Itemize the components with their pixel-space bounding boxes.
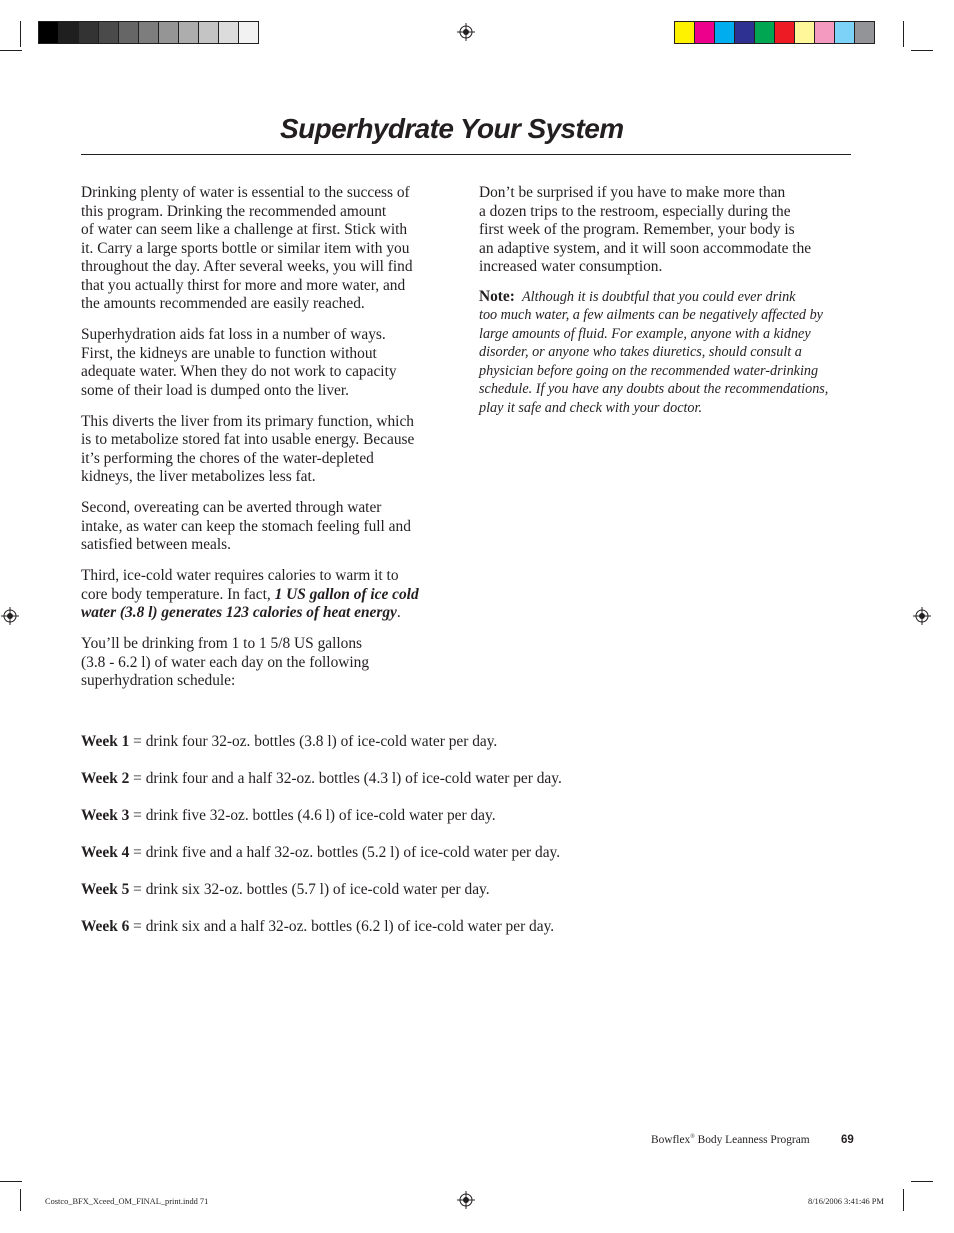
color-swatch (735, 22, 755, 43)
week-text: = drink four and a half 32-oz. bottles (4.3 l) of ice-cold water per day. (129, 770, 562, 787)
text-line: Third, ice-cold water requires calories to warm it to (81, 567, 399, 584)
week-text: = drink five 32-oz. bottles (4.6 l) of ice-cold water per day. (129, 807, 496, 824)
text-line (81, 586, 456, 605)
week-label: Week 2 (81, 770, 130, 787)
emphasis-text: 1 US gallon of ice cold (274, 585, 419, 603)
text-line: of water can seem like a challenge at first. Stick with (81, 221, 408, 238)
crop-mark (903, 1189, 904, 1211)
color-swatch (119, 22, 139, 43)
paragraph (81, 413, 456, 487)
text-line: increased water consumption. (479, 258, 663, 275)
text-line: Drinking plenty of water is essential to the success of (81, 184, 410, 201)
color-swatch (675, 22, 695, 43)
week-label: Week 1 (81, 733, 130, 750)
text-line (81, 604, 456, 623)
color-swatch (79, 22, 99, 43)
color-swatch (99, 22, 119, 43)
slug-filename: Costco_BFX_Xceed_OM_FINAL_print.indd 71 (45, 1197, 209, 1206)
text-line: satisfied between meals. (81, 536, 232, 553)
color-swatch-bar (674, 21, 875, 44)
color-swatch (179, 22, 199, 43)
registration-mark-icon (457, 1191, 475, 1209)
note-text: Although it is doubtful that you could ever drink (522, 288, 796, 305)
note-text: disorder, or anyone who takes diuretics, should consult a (479, 344, 802, 360)
text-line: a dozen trips to the restroom, especially during the (479, 202, 791, 220)
running-footer (651, 1134, 810, 1146)
text-line: adequate water. When they do not work to capacity (81, 363, 397, 380)
text-line: Superhydration aids fat loss in a number of ways. (81, 326, 386, 343)
paragraph (81, 567, 456, 623)
text-line: Second, overeating can be averted through water (81, 499, 382, 516)
week-text: = drink six and a half 32-oz. bottles (6.2 l) of ice-cold water per day. (129, 918, 555, 935)
text-run: core body temperature. In fact, (81, 585, 275, 603)
color-swatch (855, 22, 874, 43)
color-swatch (199, 22, 219, 43)
color-swatch (219, 22, 239, 43)
crop-mark (903, 21, 904, 47)
text-line (479, 288, 859, 307)
color-swatch (59, 22, 79, 43)
crop-mark (0, 50, 22, 51)
crop-mark (20, 21, 21, 47)
schedule-row (81, 733, 497, 751)
week-text: = drink five and a half 32-oz. bottles (5.2 l) of ice-cold water per day. (129, 844, 561, 861)
color-swatch (239, 22, 258, 43)
text-line: superhydration schedule: (81, 672, 236, 689)
text-line: some of their load is dumped onto the liver. (81, 381, 350, 399)
color-swatch (775, 22, 795, 43)
text-line: this program. Drinking the recommended amount (81, 202, 387, 220)
paragraph (81, 499, 456, 555)
color-swatch (139, 22, 159, 43)
color-swatch (159, 22, 179, 43)
text-line: This diverts the liver from its primary function, which (81, 412, 414, 430)
text-line: Don’t be surprised if you have to make more than (479, 184, 786, 201)
note-text: too much water, a few ailments can be negatively affected by (479, 307, 823, 323)
schedule-row (81, 918, 554, 936)
text-line: that you actually thirst for more and more water, and (81, 276, 406, 294)
week-text: = drink six 32-oz. bottles (5.7 l) of ice-cold water per day. (129, 881, 490, 898)
slug-timestamp: 8/16/2006 3:41:46 PM (808, 1197, 884, 1206)
left-column (81, 184, 456, 703)
registration-mark-icon (913, 607, 931, 625)
text-line: first week of the program. Remember, your body is (479, 221, 795, 238)
crop-mark (911, 50, 933, 51)
crop-mark (911, 1181, 933, 1182)
text-line: is to metabolize stored fat into usable energy. Because (81, 431, 415, 448)
schedule-row (81, 844, 560, 862)
registration-mark-icon (1, 607, 19, 625)
note-text: schedule. If you have any doubts about the recommendations, (479, 381, 829, 397)
text-line: First, the kidneys are unable to function without (81, 344, 377, 362)
registered-mark: ® (690, 1134, 695, 1141)
footer-brand: Bowflex (651, 1134, 691, 1146)
note-text: large amounts of fluid. For example, anyone with a kidney (479, 325, 811, 342)
color-swatch (39, 22, 59, 43)
week-label: Week 6 (81, 918, 130, 935)
emphasis-text: water (3.8 l) generates 123 calories of heat energy (81, 604, 397, 621)
color-swatch (695, 22, 715, 43)
crop-mark (20, 1189, 21, 1211)
crop-mark (0, 1181, 22, 1182)
color-swatch (835, 22, 855, 43)
paragraph (479, 184, 859, 277)
color-swatch (755, 22, 775, 43)
registration-mark-icon (457, 23, 475, 41)
color-swatch (795, 22, 815, 43)
note-paragraph (479, 288, 859, 418)
text-line: it. Carry a large sports bottle or similar item with you (81, 239, 410, 257)
note-label: Note: (479, 287, 515, 305)
week-label: Week 3 (81, 807, 130, 824)
schedule-row (81, 770, 562, 788)
right-column (479, 184, 859, 430)
grayscale-swatch-bar (38, 21, 259, 44)
paragraph (81, 635, 456, 691)
text-line: kidneys, the liver metabolizes less fat. (81, 468, 316, 485)
text-line: the amounts recommended are easily reached. (81, 295, 365, 312)
paragraph (81, 326, 456, 400)
paragraph (81, 184, 456, 314)
schedule-row (81, 807, 496, 825)
text-line: (3.8 - 6.2 l) of water each day on the following (81, 653, 370, 671)
text-line: throughout the day. After several weeks, you will find (81, 258, 413, 275)
note-text: play it safe and check with your doctor. (479, 399, 703, 416)
color-swatch (715, 22, 735, 43)
text-line: it’s performing the chores of the water-depleted (81, 449, 374, 467)
page-title: Superhydrate Your System (280, 113, 624, 144)
title-divider (81, 154, 851, 155)
week-label: Week 4 (81, 844, 130, 861)
schedule-row (81, 881, 490, 899)
text-line: intake, as water can keep the stomach feeling full and (81, 517, 411, 535)
text-line: an adaptive system, and it will soon accommodate the (479, 239, 812, 257)
note-text: physician before going on the recommended water-drinking (479, 362, 819, 379)
page-number: 69 (841, 1134, 854, 1146)
text-line: You’ll be drinking from 1 to 1 5/8 US gallons (81, 635, 363, 652)
footer-program: Body Leanness Program (694, 1134, 810, 1146)
week-label: Week 5 (81, 881, 130, 898)
week-text: = drink four 32-oz. bottles (3.8 l) of ice-cold water per day. (129, 733, 498, 750)
color-swatch (815, 22, 835, 43)
text-run: . (396, 604, 401, 621)
